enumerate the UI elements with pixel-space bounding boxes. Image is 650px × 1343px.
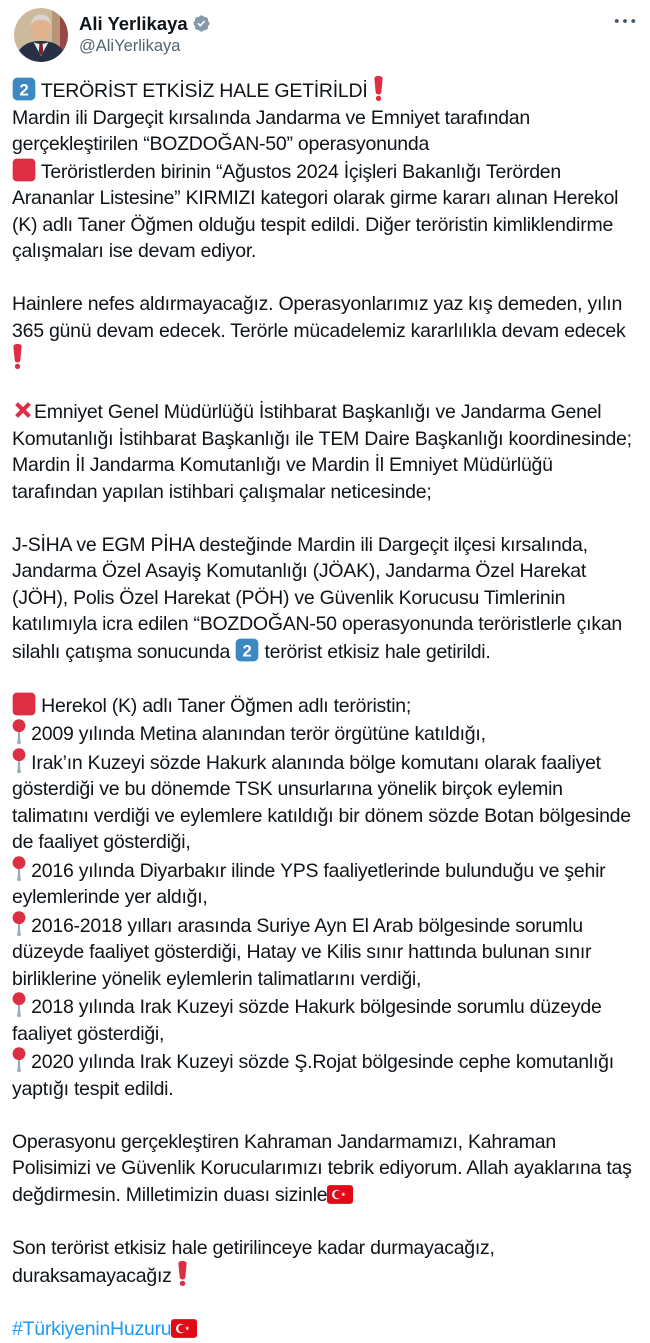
svg-text:2: 2 (19, 80, 29, 100)
svg-text:2: 2 (242, 640, 252, 660)
round-pushpin-emoji (12, 992, 26, 1020)
tweet-header (12, 8, 638, 62)
tweet-paragraph: Son terörist etkisiz hale getirilinceye kadar durmayacağız, duraksamayacağız (12, 1236, 495, 1287)
display-name[interactable]: Ali Yerlikaya (79, 13, 188, 34)
round-pushpin-emoji (12, 856, 26, 884)
tweet-paragraph: J-SİHA ve EGM PİHA desteğinde Mardin ili Dargeçit ilçesi kırsalında, Jandarma Özel Asayiş Komutanlığı (JÖAK), Jandarma Özel Harekat (JÖH), Polis Özel Harekat (PÖH) ve Güvenlik Korucusu Timlerinin katılımıyla icra edilen “BOZDOĞAN-50 operasyonunda teröristlerle çıkan silahlı çatışma sonucunda 2 terörist etkisiz hale getirildi. (12, 533, 623, 663)
tweet-paragraph: 2 TERÖRİST ETKİSİZ HALE GETİRİLDİ Mardin ili Dargeçit kırsalında Jandarma ve Emniyet tarafından gerçekleştirilen “BOZDOĞAN-50” operasyonunda Teröristlerden birinin “Ağustos 2024 İçişleri Bakanlığı Terörden Arananlar Listesine” KIRMIZI kategori olarak girme kararı alınan Herekol (K) adlı Taner Öğmen olduğu tespit edildi. Diğer teröristin kimliklendirme çalışmaları ise devam ediyor. (12, 76, 638, 265)
round-pushpin-emoji (12, 911, 26, 939)
tweet-paragraph: Herekol (K) adlı Taner Öğmen adlı teröristin; 2009 yılında Metina alanından terör örgütüne katıldığı, Irak’ın Kuzeyi sözde Hakurk alanında bölge komutanı olarak faaliyet gösterdiği ve bu dönemde TSK unsurlarına yönelik birçok eylemin talimatını verdiği ve eylemlere katıldığı bir dönem sözde Botan bölgesinde de faaliyet gösterdiği, 2016 yılında Diyarbakır ilinde YPS faaliyetlerinde bulunduğu ve şehir eylemlerinde yer aldığı, 2016-2018 yılları arasında Suriye Ayn El Arab bölgesinde sorumlu düzeyde faaliyet gösterdiği, Hatay ve Kilis sınır hattında bulunan sınır birliklerine yönelik eylemlerin talimatlarını verdiği, 2018 yılında Irak Kuzeyi sözde Hakurk bölgesinde sorumlu düzeyde faaliyet gösterdiği, 2020 yılında Irak Kuzeyi sözde Ş.Rojat bölgesinde cephe komutanlığı yaptığı tespit edildi. (12, 692, 638, 1103)
tweet-paragraph: Operasyonu gerçekleştiren Kahraman Jandarmamızı, Kahraman Polisimizi ve Güvenlik Korucularımızı tebrik ediyorum. Allah ayaklarına taş değdirmesin. Milletimizin duası sizinle (12, 1130, 632, 1206)
keycap-2-emoji (235, 638, 259, 662)
tweet-paragraph: Emniyet Genel Müdürlüğü İstihbarat Başkanlığı ve Jandarma Genel Komutanlığı İstihbarat Başkanlığı ile TEM Daire Başkanlığı koordinesinde; Mardin İl Jandarma Komutanlığı ve Mardin İl Emniyet Müdürlüğü tarafından yapılan istihbari çalışmalar neticesinde; (12, 401, 632, 503)
tweet-paragraph: Hainlere nefes aldırmayacağız. Operasyonlarımız yaz kış demeden, yılın 365 günü devam edecek. Terörle mücadelemiz kararlılıkla devam edecek (12, 291, 638, 373)
round-pushpin-emoji (12, 719, 26, 747)
user-handle[interactable]: @AliYerlikaya (79, 37, 181, 56)
red-exclamation-emoji (373, 76, 384, 101)
tweet-paragraph (12, 1316, 638, 1343)
ellipsis-icon (614, 14, 636, 31)
user-info (68, 8, 604, 58)
red-square-emoji (12, 692, 36, 716)
cross-mark-emoji (12, 399, 34, 421)
flag-turkey-emoji (327, 1185, 353, 1204)
profile-photo (14, 8, 68, 62)
flag-turkey-emoji (171, 1319, 197, 1338)
keycap-2-emoji (12, 77, 36, 101)
verified-badge-icon (192, 14, 211, 33)
red-exclamation-emoji (12, 344, 23, 369)
tweet-text (12, 76, 638, 1343)
red-exclamation-emoji (177, 1261, 188, 1286)
more-button[interactable] (604, 8, 638, 42)
avatar[interactable] (14, 8, 68, 62)
round-pushpin-emoji (12, 1047, 26, 1075)
red-square-emoji (12, 158, 36, 182)
hashtag-link[interactable]: #TürkiyeninHuzuru (12, 1318, 172, 1340)
round-pushpin-emoji (12, 748, 26, 776)
